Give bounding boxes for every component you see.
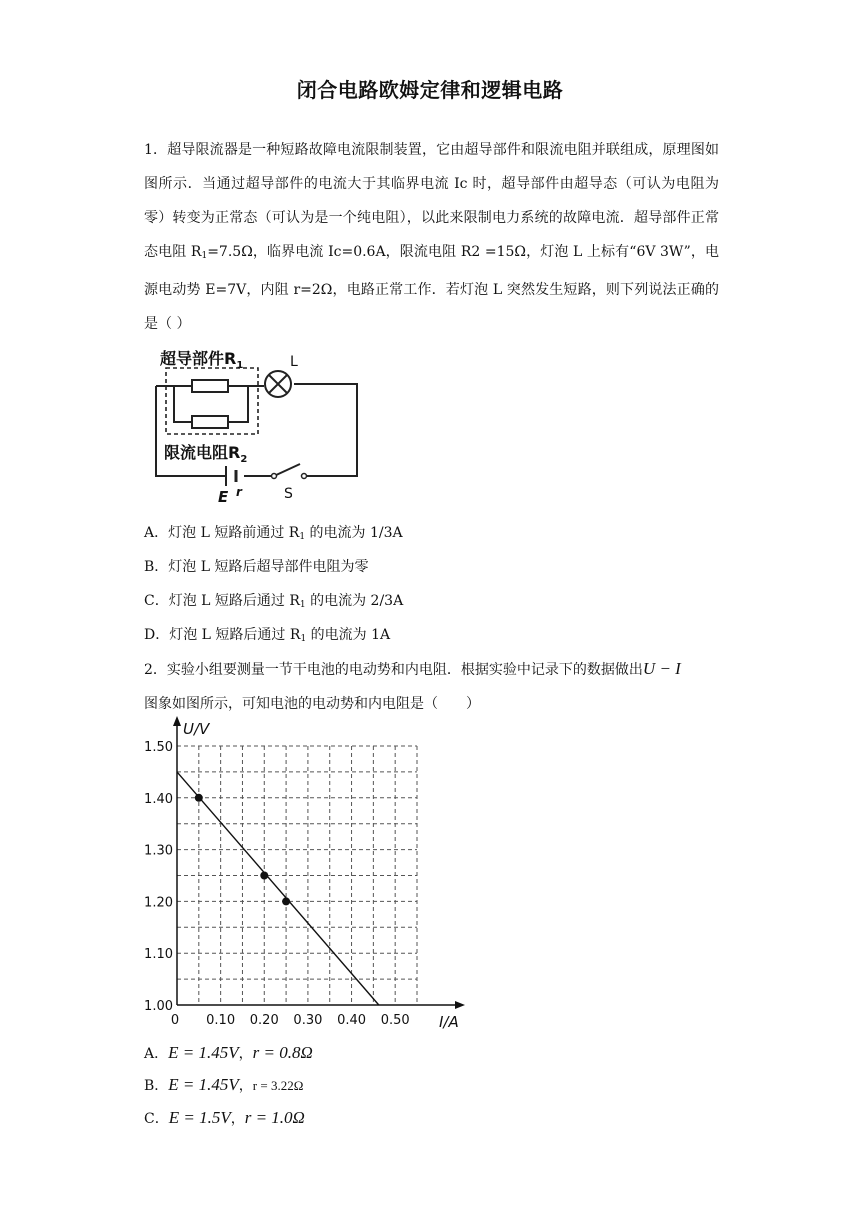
q2-text-part1: 实验小组要测量一节干电池的电动势和内电阻．根据实验中记录下的数据做出 <box>166 662 643 678</box>
x-tick-label: 0.10 <box>206 1013 236 1028</box>
q1-stem <box>144 133 719 341</box>
label-emf: E <box>218 488 229 506</box>
y-axis-arrow <box>173 716 181 726</box>
q1-text-part2: =7.5Ω，临界电流 Ic=0.6A，限流电阻 R2 =15Ω，灯泡 L 上标有“6V 3W”，电源电动势 E=7V，内阻 r=2Ω，电路正常工作．若灯泡 L 突然发生短路，则下列说法正确的是（ ） <box>144 244 719 332</box>
q2-option-a[interactable]: A．E = 1.45V，r = 0.8Ω <box>144 1043 313 1062</box>
y-axis-label: U/V <box>183 720 210 738</box>
x-tick-label: 0 <box>170 1013 180 1028</box>
circuit-diagram <box>144 342 374 508</box>
q2-option-c[interactable]: C．E = 1.5V，r = 1.0Ω <box>144 1108 305 1127</box>
u-i-chart <box>140 716 470 1036</box>
x-tick-label: 0.40 <box>337 1013 367 1028</box>
y-tick-label: 1.50 <box>144 740 173 755</box>
x-tick-label: 0.30 <box>293 1013 323 1028</box>
data-point <box>260 872 268 880</box>
q2-text-part2: 图象如图所示，可知电池的电动势和内电阻是（ ） <box>144 696 480 712</box>
q1-text-part1: 超导限流器是一种短路故障电流限制装置，它由超导部件和限流电阻并联组成，原理图如图所示．当通过超导部件的电流大于其临界电流 Ic 时，超导部件由超导态（可认为电阻为零）转变为正常态（可认为是一个纯电阻），以此来限制电力系统的故障电流．超导部件正常态电阻 R <box>144 142 719 260</box>
label-lamp: L <box>290 354 298 370</box>
data-point <box>282 897 290 905</box>
q2-formula: U − I <box>642 659 681 678</box>
x-tick-label: 0.20 <box>249 1013 279 1028</box>
x-tick-label: 0.50 <box>380 1013 410 1028</box>
y-tick-label: 1.10 <box>144 947 173 963</box>
label-limit-resistor: 限流电阻$R_2$ <box>164 443 248 465</box>
data-point <box>195 794 203 802</box>
x-axis-arrow <box>455 1001 465 1009</box>
x-axis-label: I/A <box>439 1013 459 1031</box>
label-internal-r: r <box>236 485 242 499</box>
q2-stem <box>144 652 719 721</box>
y-tick-label: 1.00 <box>144 999 173 1014</box>
q1-option-d[interactable]: D．灯泡 L 短路后通过 $R_1$ 的电流为 1A <box>144 627 391 644</box>
q2-option-b[interactable]: B．E = 1.45V，r = 3.22Ω <box>144 1075 304 1094</box>
y-tick-label: 1.40 <box>144 791 173 807</box>
q1-option-b[interactable]: B．灯泡 L 短路后超导部件电阻为零 <box>144 559 369 575</box>
q1-option-c[interactable]: C．灯泡 L 短路后通过 $R_1$ 的电流为 2/3A <box>144 593 404 610</box>
y-tick-label: 1.20 <box>144 895 173 911</box>
fit-line <box>177 772 379 1005</box>
page-title: 闭合电路欧姆定律和逻辑电路 <box>296 78 564 102</box>
q1-option-a[interactable]: A．灯泡 L 短路前通过 $R_1$ 的电流为 1/3A <box>144 525 403 542</box>
q2-number: 2． <box>144 662 167 678</box>
q1-sub1: 1 <box>201 251 208 261</box>
q1-number: 1． <box>144 142 168 158</box>
y-tick-label: 1.30 <box>144 843 173 859</box>
label-superconductor: 超导部件$R_1$ <box>160 349 244 371</box>
label-switch: S <box>284 486 293 502</box>
